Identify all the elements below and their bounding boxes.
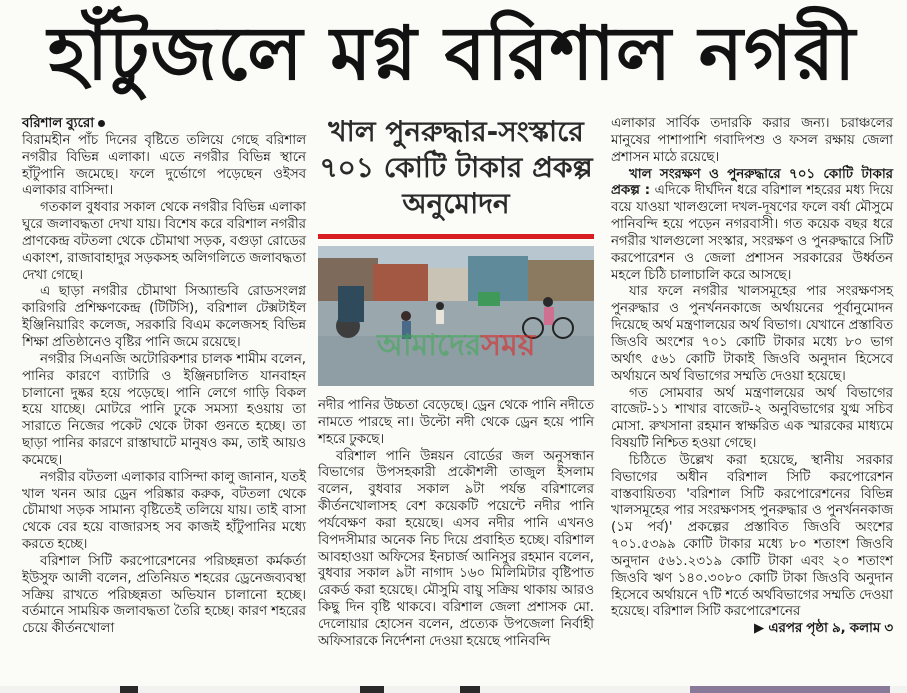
watermark: আমাদেরসময় [376,328,536,363]
subheadline: খাল পুনরুদ্ধার-সংস্কারে ৭০১ কোটি টাকার প্রকল্প অনুমোদন [319,115,593,220]
article-column-2 [318,398,594,651]
flood-photo [318,246,594,386]
next-story-strip [0,686,907,693]
paragraph: বরিশাল পানি উন্নয়ন বোর্ডের জল অনুসন্ধান বিভাগের উপসহকারী প্রকৌশলী তাজুল ইসলাম বলেন, বুধবার সকাল ৯টা পর্যন্ত বরিশালের কীর্তনখোলাসহ বেশ কয়েকটি পয়েন্টে নদীর পানি পর্যবেক্ষণ করা হয়েছে। এসব নদীর পানি এখনও বিপদসীমার অনেক নিচ দিয়ে প্রবাহিত হচ্ছে। বরিশাল আবহাওয়া অফিসের ইনচার্জ আনিসুর রহমান বলেন, বুধবার সকাল ৯টা নাগাদ ১৬০ মিলিমিটার বৃষ্টিপাত রেকর্ড করা হয়েছে। মৌসুমি বায়ু সক্রিয় থাকায় আরও কিছু দিন বৃষ্টি থাকবে। বরিশাল জেলা প্রশাসক মো. দেলোয়ার হোসেন বলেন, প্রত্যেক উপজেলা নির্বাহী অফিসারকে নির্দেশনা দেওয়া হয়েছে পানিবন্দি [318,448,594,649]
subsection [611,167,893,285]
paragraph: এলাকার সার্বিক তদারকি করার জন্য। চরাঞ্চলের মানুষের পাশাপাশি গবাদিপশু ও ফসল রক্ষায় জেলা প্রশাসন মাঠে রয়েছে। [611,116,893,165]
paragraph: বরিশাল সিটি করপোরেশনের পরিচ্ছন্নতা কর্মকর্তা ইউসুফ আলী বলেন, প্রতিনিয়ত শহরের ড্রেনেজব্যবস্থা সক্রিয় রাখতে পরিচ্ছন্নতা অভিযান চালানো হচ্ছে। বর্তমানে সাময়িক জলাবদ্ধতা তৈরি হচ্ছে। কারণ শহরের চেয়ে কীর্তনখোলা [22,553,306,637]
paragraph: যার ফলে নগরীর খালসমূহের পার সংরক্ষণসহ পুনরুদ্ধার ও পুনর্খননকাজে অর্থায়নের পূর্বানুমোদন দিয়েছে অর্থ মন্ত্রণালয়ের অর্থ বিভাগ। যেখানে প্রস্তাবিত জিওবি অংশের ৭০১ কোটি টাকার মধ্যে ৮০ ভাগ অর্থাৎ ৫৬১ কোটি টাকাই জিওবি অনুদান হিসেবে অর্থায়নে অর্থ বিভাগের সম্মতি দেওয়া হয়েছে। [611,284,893,384]
byline: বরিশাল ব্যুরো [22,116,95,131]
article-column-3 [611,116,893,638]
paragraph: গত সোমবার অর্থ মন্ত্রণালয়ের অর্থ বিভাগের বাজেট-১১ শাখার বাজেট-২ অনুবিভাগের যুগ্ম সচিব মোসা. রুখসানা রহমান স্বাক্ষরিত এক স্মারকের মাধ্যমে বিষয়টি নিশ্চিত হওয়া গেছে। [611,385,893,452]
paragraph: নগরীর বটতলা এলাকার বাসিন্দা কালু জানান, যতই খাল খনন আর ড্রেন পরিষ্কার করুক, বটতলা থেকে চৌমাথা সড়ক সামান্য বৃষ্টিতেই তলিয়ে যায়। তাই বাসা থেকে বের হয়ে বাজারসহ সব কাজই হাঁটুপানির মধ্যে করতে হচ্ছে। [22,469,306,553]
red-rule [318,234,594,239]
bullet-icon [98,120,105,127]
headline: হাঁটুজলে মগ্ন বরিশাল নগরী [47,11,857,97]
paragraph: নদীর পানির উচ্চতা বেড়েছে। ড্রেন থেকে পানি নদীতে নামতে পারছে না। উল্টো নদী থেকে ড্রেন হয়ে পানি শহরে ঢুকছে। [318,398,594,447]
continued-jump-link[interactable]: ▶ এরপর পৃষ্ঠা ৯, কলাম ৩ [754,621,893,637]
paragraph: চিঠিতে উল্লেখ করা হয়েছে, স্থানীয় সরকার বিভাগের অধীন বরিশাল সিটি করপোরেশন বাস্তবায়িতব্য 'বরিশাল সিটি করপোরেশনের বিভিন্ন খালসমূহের পার সংরক্ষণসহ পুনরুদ্ধার ও পুনর্খননকাজ (১ম পর্ব)' প্রকল্পের প্রস্তাবিত জিওবি অংশের ৭০১.৫৩৯৯ কোটি টাকার মধ্যে ৮০ শতাংশ জিওবি অনুদান ৫৬১.২৩১৯ কোটি টাকা এবং ২০ শতাংশ জিওবি ঋণ ১৪০.৩০৮০ কোটি টাকা জিওবি অনুদান হিসেবে অর্থায়নে ৭টি শর্তে অর্থবিভাগের সম্মতি দেওয়া হয়েছে। বরিশাল সিটি করপোরেশনের [611,452,893,620]
subsection-title: খাল সংরক্ষণ ও পুনরুদ্ধারে ৭০১ কোটি টাকার প্রকল্প : [611,166,893,199]
paragraph: নগরীর সিএনজি অটোরিকশার চালক শামীম বলেন, পানির কারণে ব্যাটারি ও ইঞ্জিনচালিত যানবাহন চালানো দুষ্কর হয়ে পড়েছে। পানি লেগে গাড়ি বিকল হয়ে যাচ্ছে। মোটরে পানি ঢুকে সমস্যা হওয়ায় তা সারাতে নিজের পকেট থেকে টাকা গুনতে হচ্ছে। তা ছাড়া পানির কারণে রাস্তাঘাটে মানুষও কম, তাই আয়ও কমেছে। [22,351,306,468]
paragraph: এ ছাড়া নগরীর চৌমাথা সিঅ্যান্ডবি রোডসংলগ্ন কারিগরি প্রশিক্ষণকেন্দ্র (টিটিসি), বরিশাল টেক্সটাইল ইঞ্জিনিয়ারিং কলেজ, সরকারি বিএম কলেজসহ বিভিন্ন শিক্ষা প্রতিষ্ঠানেও বৃষ্টির পানি জমে রয়েছে। [22,284,306,350]
paragraph: বিরামহীন পাঁচ দিনের বৃষ্টিতে তলিয়ে গেছে বরিশাল নগরীর বিভিন্ন এলাকা। এতে নগরীর বিভিন্ন স্থানে হাঁটুপানি জমেছে। ফলে দুর্ভোগে পড়েছেন ওইসব এলাকার বাসিন্দা। [22,132,306,199]
paragraph: গতকাল বুধবার সকাল থেকে নগরীর বিভিন্ন এলাকা ঘুরে জলাবদ্ধতা দেখা যায়। বিশেষ করে বরিশাল নগরীর প্রাণকেন্দ্র বটতলা থেকে চৌমাথা সড়ক, বগুড়া রোডের একাংশ, রাজাবাহাদুর সড়কসহ অলিগলিতে জলাবদ্ধতা দেখা গেছে। [22,200,306,283]
article-column-1 [22,116,306,638]
subsection-text: এদিকে দীর্ঘদিন ধরে বরিশাল শহরের মধ্য দিয়ে বয়ে যাওয়া খালগুলো দখল-দূষণের ফলে বর্ষা মৌসুমে পানিবন্দি হয়ে পড়েন নগরবাসী। গত কয়েক বছর ধরে নগরীর খালগুলো সংস্কার, সংরক্ষণ ও পুনরুদ্ধারে সিটি করপোরেশন ও জেলা প্রশাসন সরকারের উর্ধ্বতন মহলে চিঠি চালাচালি করে আসছে। [611,183,894,283]
